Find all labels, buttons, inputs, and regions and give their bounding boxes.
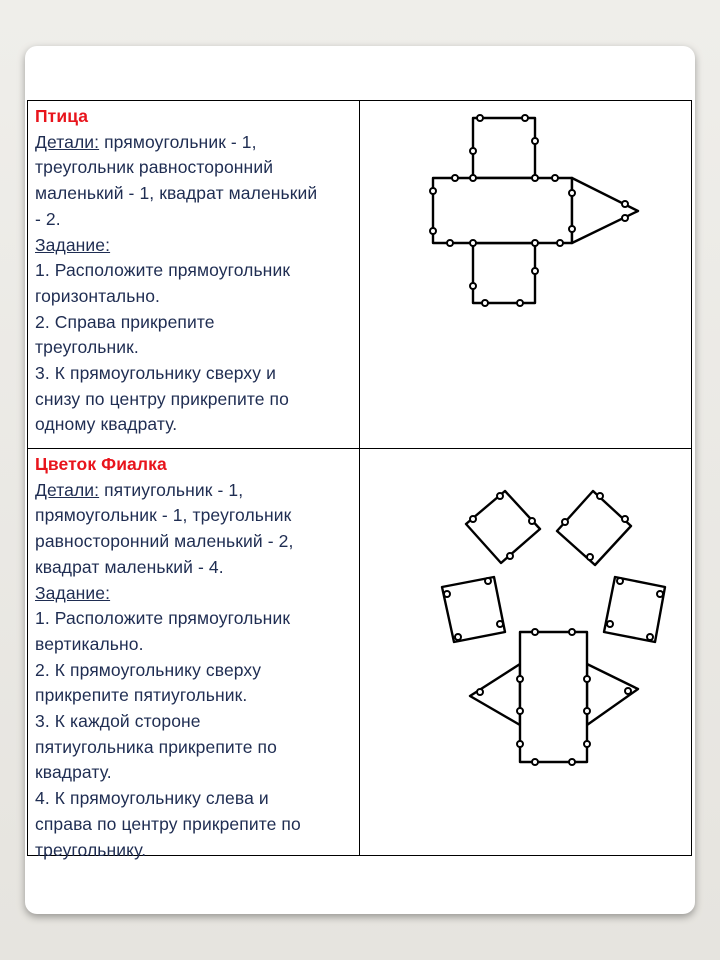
bird-top-square (473, 118, 535, 178)
bird-task-text: треугольник. (35, 337, 139, 358)
violet-details-label: Детали: (35, 479, 100, 500)
violet-triangle-right (587, 664, 638, 725)
violet-text-cell (28, 449, 360, 860)
violet-image-cell (360, 449, 691, 856)
bird-details-text: треугольник равносторонний (35, 157, 274, 178)
bird-figure (360, 101, 693, 449)
violet-square-upper-left (466, 491, 540, 563)
violet-task-text: 1. Расположите прямоугольник (35, 608, 291, 629)
bird-task-text: снизу по центру прикрепите по (35, 388, 289, 409)
violet-task-label: Задание: (35, 582, 111, 603)
violet-task-text: справа по центру прикрепите по (35, 813, 301, 834)
table-row-violet (28, 449, 691, 860)
violet-details-text: пятиугольник - 1, (104, 479, 244, 500)
violet-task-text: прикрепите пятиугольник. (35, 685, 248, 706)
slide-card (25, 46, 695, 914)
violet-details-text: прямоугольник - 1, треугольник (35, 505, 292, 526)
bird-task-text: 1. Расположите прямоугольник (35, 260, 291, 281)
violet-task-text: 3. К каждой стороне (35, 711, 201, 732)
bird-details-text: маленький - 1, квадрат маленький (35, 183, 318, 204)
bird-triangle (572, 178, 638, 243)
instructions-table (27, 100, 692, 860)
violet-details-line (35, 478, 353, 504)
bird-text-cell (28, 101, 360, 448)
bird-details-text: прямоугольник - 1, (104, 131, 257, 152)
violet-square-right (604, 577, 665, 642)
violet-task-text: 4. К прямоугольнику слева и (35, 788, 269, 809)
bird-title: Птица (35, 106, 89, 126)
violet-stem-rectangle (520, 632, 587, 762)
violet-details-text: равносторонний маленький - 2, (35, 531, 294, 552)
bird-task-text: горизонтально. (35, 285, 161, 306)
bird-task-text: 2. Справа прикрепите (35, 311, 215, 332)
violet-task-text: квадрату. (35, 762, 112, 783)
violet-task-text: 2. К прямоугольнику сверху (35, 659, 262, 680)
violet-flower-figure (360, 449, 693, 856)
bird-body-rectangle (433, 178, 572, 243)
table-row-bird (28, 101, 691, 449)
bird-bottom-square (473, 243, 535, 303)
bird-task-text: одному квадрату. (35, 414, 178, 435)
violet-task-text: треугольнику. (35, 839, 147, 860)
bird-details-line (35, 130, 353, 156)
violet-details-text: квадрат маленький - 4. (35, 556, 224, 577)
bird-details-label: Детали: (35, 131, 100, 152)
bird-details-text: - 2. (35, 208, 61, 229)
bird-task-label: Задание: (35, 234, 111, 255)
violet-square-left (442, 577, 505, 642)
violet-square-upper-right (557, 491, 631, 565)
violet-title: Цветок Фиалка (35, 454, 167, 474)
violet-task-text: вертикально. (35, 633, 144, 654)
bird-image-cell (360, 101, 691, 448)
bird-task-text: 3. К прямоугольнику сверху и (35, 363, 276, 384)
violet-task-text: пятиугольника прикрепите по (35, 736, 277, 757)
